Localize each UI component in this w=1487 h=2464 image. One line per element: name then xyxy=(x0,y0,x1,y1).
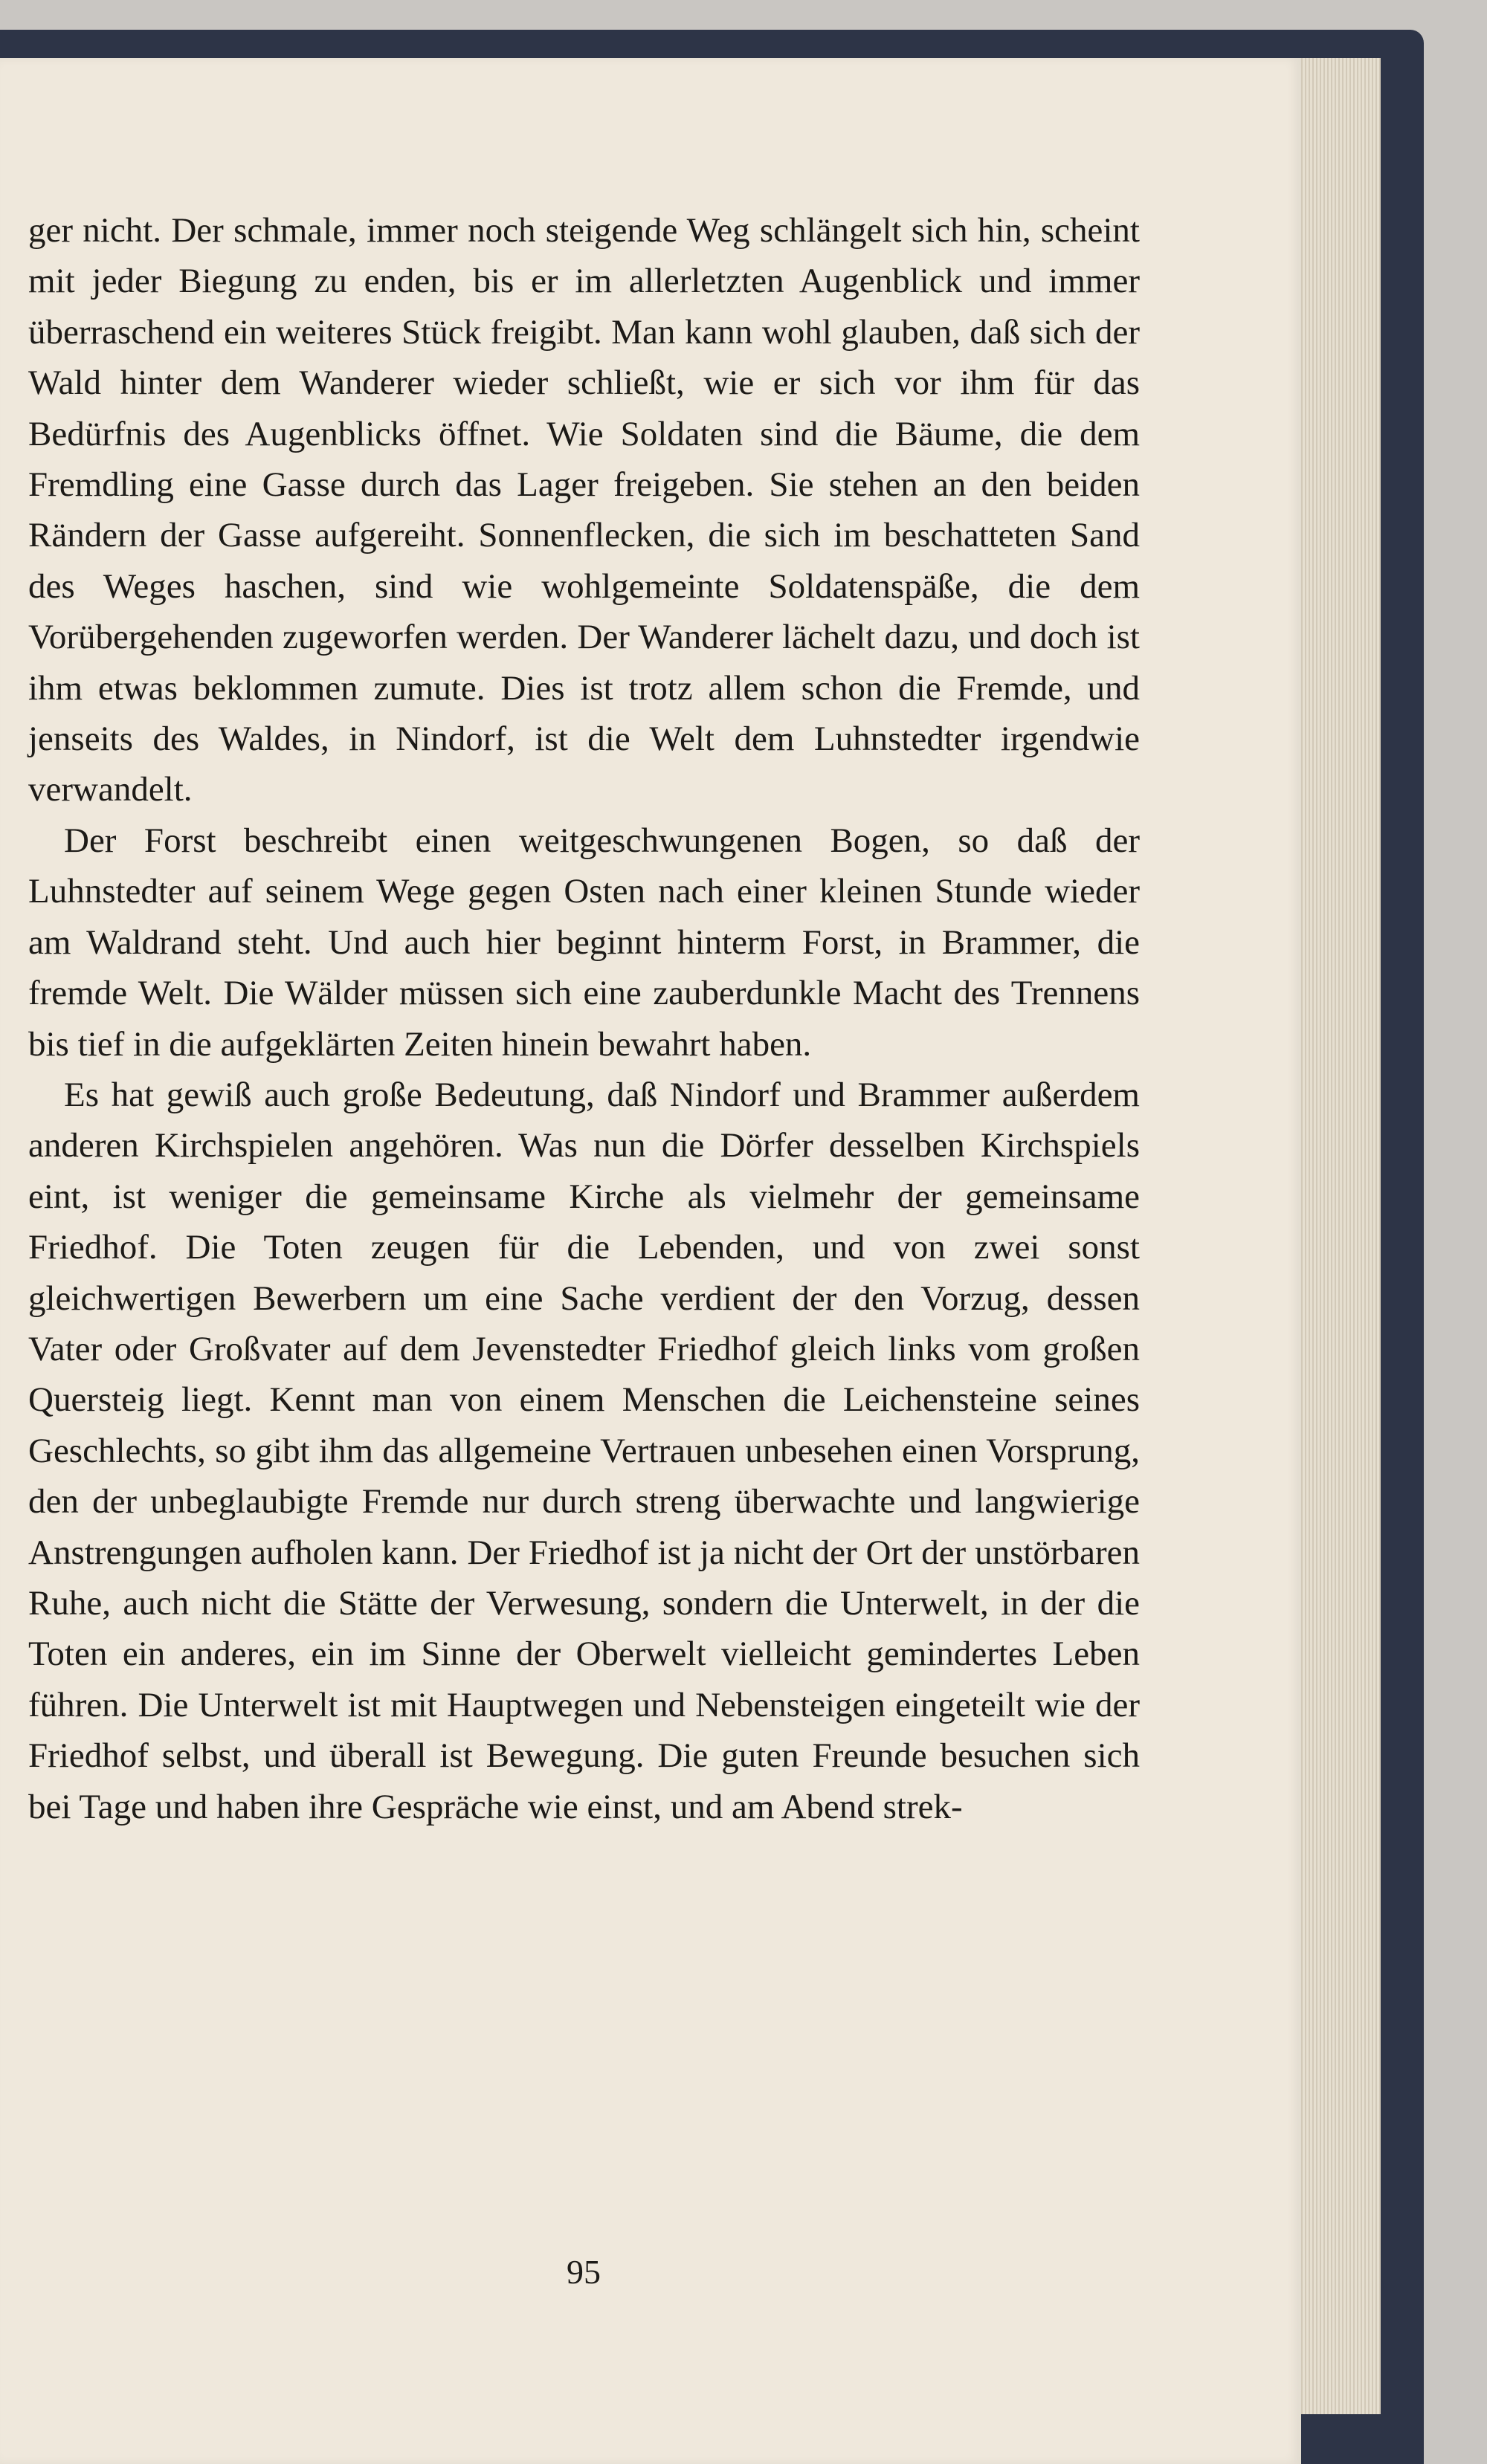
book-page xyxy=(0,58,1301,2464)
paragraph-2: Der Forst beschreibt einen weitgeschwungenen Bogen, so daß der Luhnstedter auf seinem Wege gegen Osten nach einer kleinen Stunde wieder am Waldrand steht. Und auch hier beginnt hinterm Forst, in Brammer, die fremde Welt. Die Wälder müssen sich eine zauberdunkle Macht des Trennens bis tief in die aufgeklärten Zeiten hinein bewahrt haben. xyxy=(28,821,1140,1064)
paragraph-3: Es hat gewiß auch große Bedeutung, daß Nindorf und Brammer außerdem anderen Kirchspielen angehören. Was nun die Dörfer desselben Kirchspiels eint, ist weniger die gemeinsame Kirche als vielmehr der gemeinsame Friedhof. Die Toten zeugen für die Lebenden, und von zwei sonst gleichwertigen Bewerbern um eine Sache verdient der den Vorzug, dessen Vater oder Großvater auf dem Jevenstedter Friedhof gleich links vom großen Quersteig liegt. Kennt man von einem Menschen die Leichensteine seines Geschlechts, so gibt ihm das allgemeine Vertrauen unbesehen einen Vorsprung, den der unbeglaubigte Fremde nur durch streng überwachte und langwierige Anstrengungen aufholen kann. Der Friedhof ist ja nicht der Ort der unstörbaren Ruhe, auch nicht die Stätte der Verwesung, sondern die Unterwelt, in der die Toten ein anderes, ein im Sinne der Oberwelt vielleicht gemindertes Leben führen. Die Unterwelt ist mit Hauptwegen und Nebensteigen eingeteilt wie der Friedhof selbst, und überall ist Bewegung. Die guten Freunde besuchen sich bei Tage und haben ihre Gespräche wie einst, und am Abend strek- xyxy=(28,1075,1140,1826)
paragraph-1: ger nicht. Der schmale, immer noch steigende Weg schlängelt sich hin, scheint mit jeder Biegung zu enden, bis er im allerletzten Augenblick und immer überraschend ein weiteres Stück freigibt. Man kann wohl glauben, daß sich der Wald hinter dem Wanderer wieder schließt, wie er sich vor ihm für das Bedürfnis des Augenblicks öffnet. Wie Soldaten sind die Bäume, die dem Fremdling eine Gasse durch das Lager freigeben. Sie stehen an den beiden Rändern der Gasse aufgereiht. Sonnenflecken, die sich im beschatteten Sand des Weges haschen, sind wie wohlgemeinte Soldatenspäße, die dem Vorübergehenden zugeworfen werden. Der Wanderer lächelt dazu, und doch ist ihm etwas beklommen zumute. Dies ist trotz allem schon die Fremde, und jenseits des Waldes, in Nindorf, ist die Welt dem Luhnstedter irgendwie verwandelt. xyxy=(28,211,1140,809)
text-block xyxy=(28,205,1140,1832)
page-edges xyxy=(1297,58,1381,2414)
page-number: 95 xyxy=(567,2253,601,2291)
